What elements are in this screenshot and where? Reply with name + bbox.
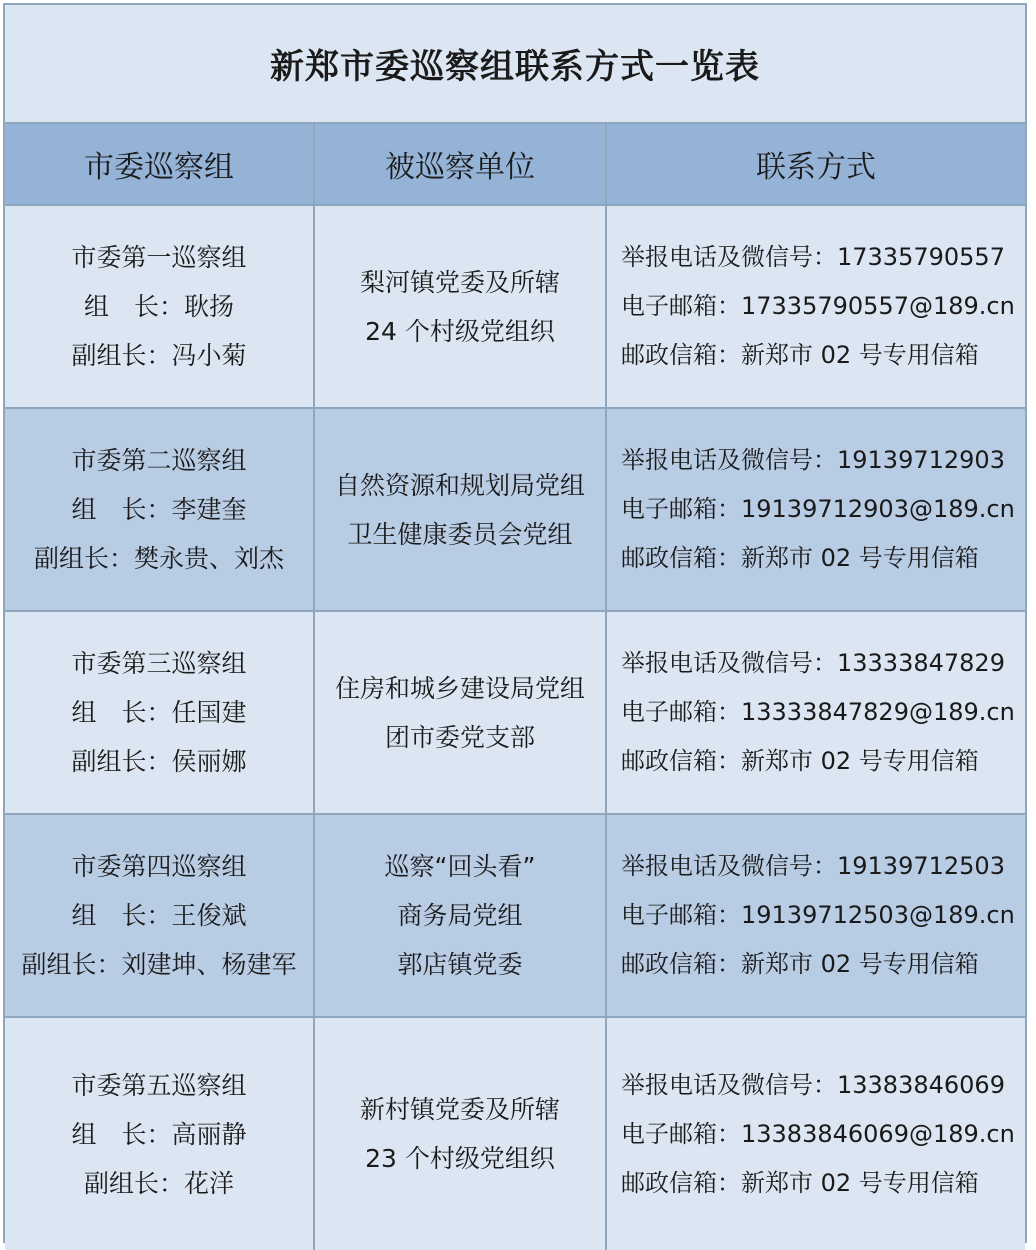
contact-cell bbox=[607, 612, 1025, 815]
group-leader: 组 长：耿扬 bbox=[83, 292, 234, 321]
contact-cell bbox=[607, 815, 1025, 1018]
unit-line: 团市委党支部 bbox=[384, 722, 535, 752]
units-cell bbox=[315, 206, 607, 409]
group-name: 市委第四巡察组 bbox=[71, 852, 247, 881]
group-cell bbox=[5, 1018, 315, 1250]
unit-line: 郭店镇党委 bbox=[397, 950, 523, 979]
table-row bbox=[5, 612, 1025, 815]
group-name: 市委第五巡察组 bbox=[71, 1070, 247, 1100]
unit-line: 商务局党组 bbox=[397, 901, 523, 930]
group-leader: 组 长：李建奎 bbox=[71, 495, 247, 524]
phone-wechat: 举报电话及微信号：19139712903 bbox=[621, 446, 1005, 474]
phone-wechat: 举报电话及微信号：19139712503 bbox=[621, 852, 1005, 880]
postal-box: 邮政信箱：新郑市 02 号专用信箱 bbox=[621, 950, 979, 978]
unit-line: 巡察“回头看” bbox=[384, 852, 536, 881]
contact-cell bbox=[607, 409, 1025, 612]
contact-table bbox=[3, 3, 1027, 1243]
group-name: 市委第一巡察组 bbox=[71, 243, 247, 272]
units-cell bbox=[315, 409, 607, 612]
column-header-units: 被巡察单位 bbox=[315, 124, 607, 206]
phone-wechat: 举报电话及微信号：13383846069 bbox=[621, 1070, 1005, 1099]
unit-line: 住房和城乡建设局党组 bbox=[334, 673, 585, 703]
group-deputy: 副组长：樊永贵、刘杰 bbox=[33, 544, 284, 573]
group-cell bbox=[5, 409, 315, 612]
unit-line: 24 个村级党组织 bbox=[365, 316, 555, 346]
group-leader: 组 长：王俊斌 bbox=[71, 901, 247, 930]
group-deputy: 副组长：冯小菊 bbox=[71, 341, 247, 370]
email: 电子邮箱：19139712503@189.cn bbox=[621, 901, 1015, 929]
group-cell bbox=[5, 815, 315, 1018]
unit-line: 23 个村级党组织 bbox=[365, 1144, 555, 1173]
contact-cell bbox=[607, 1018, 1025, 1250]
units-cell bbox=[315, 1018, 607, 1250]
group-deputy: 副组长：刘建坤、杨建军 bbox=[21, 950, 297, 979]
postal-box: 邮政信箱：新郑市 02 号专用信箱 bbox=[621, 341, 979, 369]
email: 电子邮箱：13333847829@189.cn bbox=[621, 698, 1015, 726]
postal-box: 邮政信箱：新郑市 02 号专用信箱 bbox=[621, 747, 979, 775]
group-cell bbox=[5, 612, 315, 815]
column-header-group: 市委巡察组 bbox=[5, 124, 315, 206]
group-deputy: 副组长：侯丽娜 bbox=[71, 747, 247, 776]
units-cell bbox=[315, 612, 607, 815]
table-row bbox=[5, 206, 1025, 409]
group-name: 市委第二巡察组 bbox=[71, 446, 247, 475]
unit-line: 新村镇党委及所辖 bbox=[359, 1095, 560, 1124]
table-row bbox=[5, 1018, 1025, 1250]
units-cell bbox=[315, 815, 607, 1018]
postal-box: 邮政信箱：新郑市 02 号专用信箱 bbox=[621, 544, 979, 572]
group-name: 市委第三巡察组 bbox=[71, 649, 247, 678]
email: 电子邮箱：17335790557@189.cn bbox=[621, 292, 1015, 320]
group-cell bbox=[5, 206, 315, 409]
contact-cell bbox=[607, 206, 1025, 409]
header-row bbox=[5, 124, 1025, 206]
page-title: 新郑市委巡察组联系方式一览表 bbox=[270, 47, 760, 87]
table-title-row bbox=[5, 5, 1025, 124]
column-header-contact: 联系方式 bbox=[607, 124, 1025, 206]
postal-box: 邮政信箱：新郑市 02 号专用信箱 bbox=[621, 1168, 979, 1197]
phone-wechat: 举报电话及微信号：13333847829 bbox=[621, 649, 1005, 677]
group-deputy: 副组长：花洋 bbox=[83, 1168, 234, 1198]
group-leader: 组 长：任国建 bbox=[71, 698, 247, 727]
email: 电子邮箱：13383846069@189.cn bbox=[621, 1119, 1015, 1148]
email: 电子邮箱：19139712903@189.cn bbox=[621, 495, 1015, 523]
phone-wechat: 举报电话及微信号：17335790557 bbox=[621, 243, 1005, 271]
table-row bbox=[5, 409, 1025, 612]
table-row bbox=[5, 815, 1025, 1018]
group-leader: 组 长：高丽静 bbox=[71, 1119, 247, 1149]
unit-line: 自然资源和规划局党组 bbox=[334, 470, 585, 500]
unit-line: 梨河镇党委及所辖 bbox=[359, 267, 560, 297]
unit-line: 卫生健康委员会党组 bbox=[347, 519, 573, 549]
